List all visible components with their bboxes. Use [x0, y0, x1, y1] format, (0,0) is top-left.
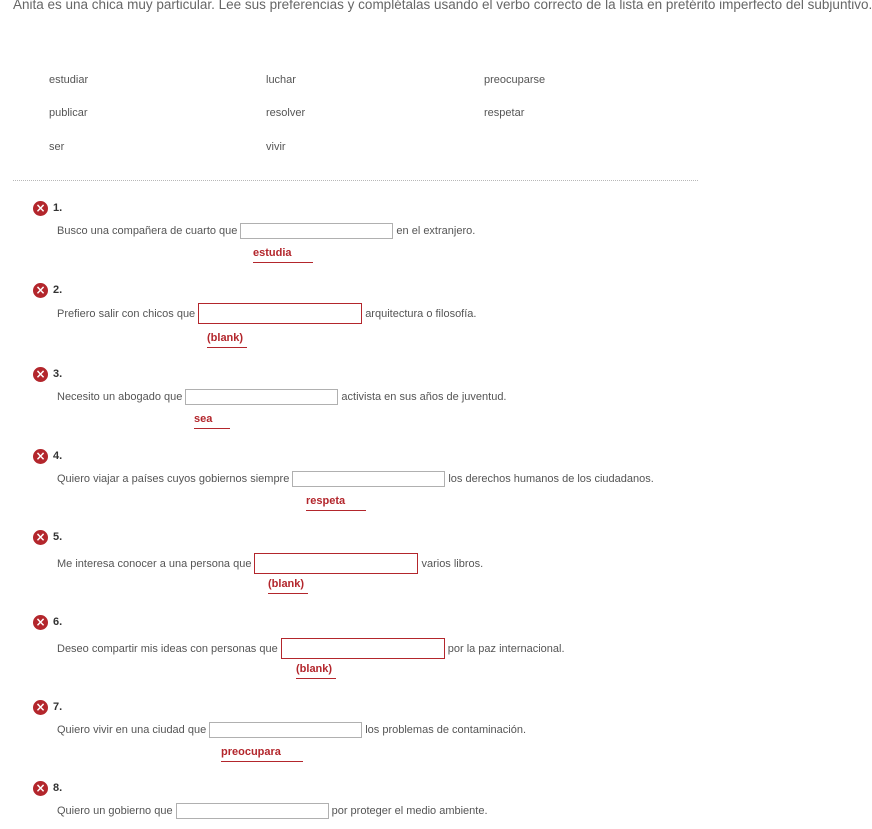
sentence-after: por proteger el medio ambiente. — [331, 805, 488, 817]
question-sentence — [57, 471, 654, 487]
question-sentence — [57, 223, 475, 239]
answer-input[interactable] — [292, 471, 445, 487]
sentence-after: varios libros. — [421, 557, 484, 570]
error-x-icon: × — [33, 449, 48, 464]
word-bank-item: respetar — [484, 107, 525, 119]
error-x-icon: × — [33, 700, 48, 715]
word-bank-item: luchar — [266, 74, 296, 86]
correct-answer: estudia — [253, 247, 313, 263]
question-2 — [0, 283, 698, 363]
word-bank — [0, 0, 872, 170]
question-8 — [0, 781, 698, 829]
answer-input[interactable] — [254, 553, 418, 574]
sentence-before: Necesito un abogado que — [57, 391, 183, 403]
question-5 — [0, 530, 698, 610]
word-bank-item: publicar — [49, 107, 88, 119]
question-number: 2. — [53, 284, 63, 296]
question-sentence — [57, 722, 526, 738]
question-number: 5. — [53, 531, 63, 543]
answer-input[interactable] — [281, 638, 445, 659]
question-number: 3. — [53, 368, 63, 380]
word-bank-item: estudiar — [49, 74, 89, 86]
sentence-after: arquitectura o filosofía. — [365, 307, 477, 320]
sentence-after: en el extranjero. — [396, 225, 476, 237]
correct-answer: (blank) — [207, 332, 247, 348]
correct-answer: (blank) — [268, 578, 308, 594]
sentence-after: los problemas de contaminación. — [365, 724, 527, 736]
question-4 — [0, 449, 698, 529]
question-sentence — [57, 389, 507, 405]
question-number: 6. — [53, 616, 63, 628]
question-sentence — [57, 303, 476, 324]
answer-input[interactable] — [185, 389, 338, 405]
sentence-after: activista en sus años de juventud. — [341, 391, 507, 403]
sentence-before: Me interesa conocer a una persona que — [57, 557, 252, 570]
question-7 — [0, 700, 698, 780]
question-number: 8. — [53, 782, 63, 794]
divider — [13, 180, 698, 181]
error-x-icon: × — [33, 201, 48, 216]
question-sentence — [57, 803, 488, 819]
word-bank-item: resolver — [266, 107, 306, 119]
error-x-icon: × — [33, 781, 48, 796]
sentence-after: los derechos humanos de los ciudadanos. — [448, 473, 654, 485]
question-number: 1. — [53, 202, 63, 214]
sentence-before: Quiero vivir en una ciudad que — [57, 724, 207, 736]
sentence-after: por la paz internacional. — [447, 642, 565, 655]
error-x-icon: × — [33, 530, 48, 545]
correct-answer: preocupara — [221, 746, 303, 762]
word-bank-item: vivir — [266, 141, 286, 153]
error-x-icon: × — [33, 367, 48, 382]
error-x-icon: × — [33, 283, 48, 298]
error-x-icon: × — [33, 615, 48, 630]
question-number: 4. — [53, 450, 63, 462]
sentence-before: Deseo compartir mis ideas con personas que — [57, 642, 278, 655]
correct-answer: sea — [194, 413, 230, 429]
answer-input[interactable] — [209, 722, 362, 738]
answer-input[interactable] — [198, 303, 362, 324]
sentence-before: Quiero viajar a países cuyos gobiernos siempre — [57, 473, 290, 485]
word-bank-item: preocuparse — [484, 74, 546, 86]
question-sentence — [57, 553, 483, 574]
answer-input[interactable] — [240, 223, 393, 239]
answer-input[interactable] — [176, 803, 329, 819]
question-6 — [0, 615, 698, 695]
question-number: 7. — [53, 701, 63, 713]
correct-answer: respeta — [306, 495, 366, 511]
sentence-before: Prefiero salir con chicos que — [57, 307, 196, 320]
sentence-before: Quiero un gobierno que — [57, 805, 173, 817]
correct-answer: (blank) — [296, 663, 336, 679]
question-1 — [0, 201, 698, 281]
instructions: Anita es una chica muy particular. Lee sus preferencias y complétalas usando el verbo correcto de la lista en pretérito imperfecto del subjuntivo. — [13, 0, 872, 12]
question-3 — [0, 367, 698, 447]
question-sentence — [57, 638, 565, 659]
word-bank-item: ser — [49, 141, 65, 153]
sentence-before: Busco una compañera de cuarto que — [57, 225, 238, 237]
